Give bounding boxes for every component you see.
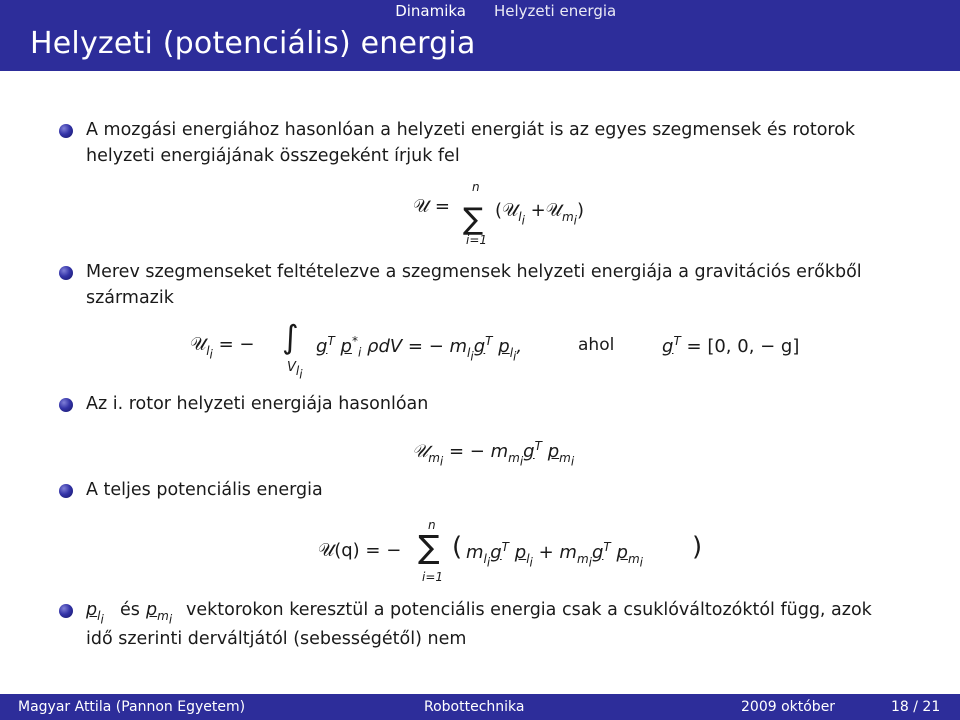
bullet-4: A teljes potenciális energia <box>86 480 323 500</box>
eq4-sum-top: n <box>428 518 436 532</box>
footer-page-number: 18 / 21 <box>891 699 941 715</box>
bullet-5-p-mi: $p_{m_i}$ <box>146 600 173 626</box>
bullet-5-es: és <box>120 600 140 620</box>
bullet-2-line-2: származik <box>86 288 174 308</box>
eq4-paren: ( <box>452 532 463 562</box>
eq2-ahol: ahol <box>578 335 615 355</box>
equation-2: 𝒰$_{l_i}$ = − <box>190 334 255 361</box>
bullet-3: Az i. rotor helyzeti energiája hasonlóan <box>86 394 429 414</box>
footer-course: Robottechnika <box>424 699 525 715</box>
bullet-5-line-1: vektorokon keresztül a potenciális energia csak a csuklóváltozóktól függ, azok <box>186 600 872 620</box>
sum-icon: ∑ <box>418 528 440 566</box>
nav-subsection-helyzeti-energia[interactable]: Helyzeti energia <box>494 2 617 20</box>
eq1-body: (𝒰$_{l_i}$ +𝒰$_{m_i}$) <box>495 200 585 227</box>
eq2-gravity-vector: = [0, 0, − g] <box>686 336 800 357</box>
slide-header <box>0 0 960 71</box>
bullet-1-line-1: A mozgási energiához hasonlóan a helyzeti energiát is az egyes szegmensek és rotorok <box>86 120 856 140</box>
eq2-body: $g^T$ $p^*_i$ ρdV = − $m_{l_i}g^T$ $p_{l_i}$, <box>316 334 523 363</box>
eq1-lhs: 𝒰 = <box>413 196 451 217</box>
slide-footer <box>0 694 960 720</box>
eq4-lhs: 𝒰(q) = − <box>318 540 402 561</box>
eq2-gravity: $g^T = [0$, 0, − g] <box>662 334 800 357</box>
bullet-icon <box>59 604 73 618</box>
bullet-icon <box>59 124 73 138</box>
equation-1 <box>413 196 450 217</box>
bullet-icon <box>59 484 73 498</box>
slide-title: Helyzeti (potenciális) energia <box>30 26 476 61</box>
footer-author: Magyar Attila (Pannon Egyetem) <box>18 699 246 715</box>
integral-icon: ∫ <box>282 318 299 356</box>
eq1-body-open: (𝒰 <box>495 200 519 221</box>
bullet-2-line-1: Merev szegmenseket feltételezve a szegmensek helyzeti energiája a gravitációs erőkből <box>86 262 862 282</box>
footer-date: 2009 október <box>741 699 836 715</box>
eq2-integral-domain: $V_{l_i}$ <box>287 360 303 381</box>
equation-3: 𝒰$_{m_i}$ = − $m_{m_i}g^T$ $p_{m_i}$ <box>412 439 575 468</box>
nav-section-dinamika[interactable]: Dinamika <box>395 2 466 20</box>
eq1-sum-bottom: i=1 <box>466 233 488 247</box>
sum-icon: ∑ <box>463 202 484 237</box>
eq4-body: $m_{l_i}g^T$ $p_{l_i} + m_{m_i}g^T$ $p_{m_i}$ <box>466 540 643 569</box>
bullet-5-p-li: $p_{l_i}$ <box>86 600 104 626</box>
bullet-icon <box>59 398 73 412</box>
bullet-icon <box>59 266 73 280</box>
bullet-1-line-2: helyzeti energiájának összegeként írjuk fel <box>86 146 460 166</box>
eq1-sum-top: n <box>472 180 480 194</box>
eq4-paren-close: ) <box>692 532 703 562</box>
eq4-sum-bottom: i=1 <box>422 570 444 584</box>
bullet-5-line-2: idő szerinti derváltjától (sebességétől) nem <box>86 629 467 649</box>
